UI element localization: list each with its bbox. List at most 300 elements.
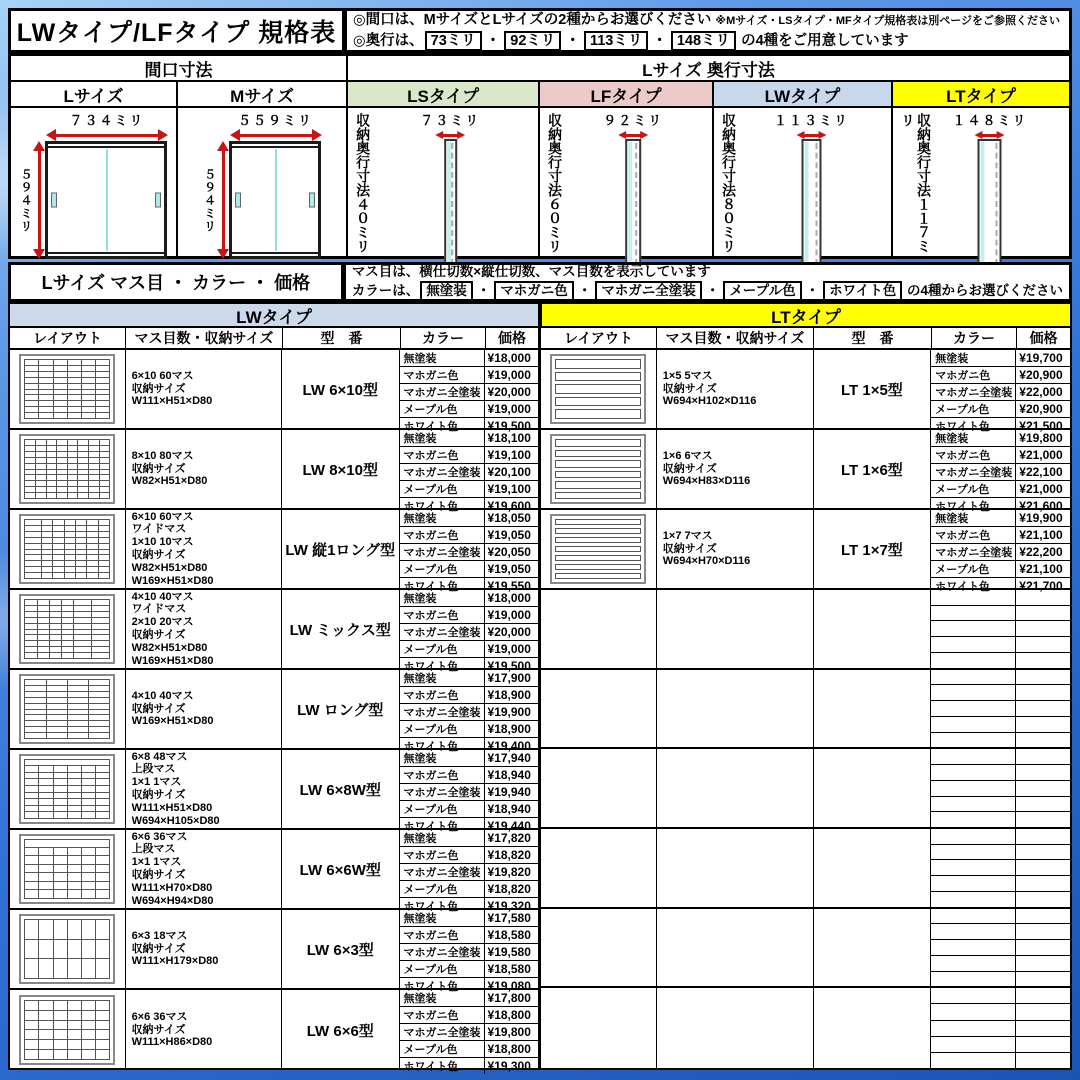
spec-cell bbox=[126, 750, 282, 828]
layout-thumbnail bbox=[550, 514, 646, 584]
storage-depth-vertical-label: 収納奥行寸法６０ミリ bbox=[547, 113, 563, 253]
spec-line: 4×10 40マス bbox=[131, 590, 194, 603]
price-section-band bbox=[8, 262, 1072, 302]
model-number: LW 6×8W型 bbox=[299, 781, 381, 799]
color-price-row bbox=[931, 366, 1070, 383]
color-price-subtable bbox=[400, 670, 538, 753]
layout-cell bbox=[10, 990, 126, 1070]
color-price-row bbox=[931, 732, 1070, 748]
storage-depth-vertical-label: 収納奥行寸法１１７ミリ bbox=[899, 113, 932, 253]
price-cell: ¥19,900 bbox=[487, 705, 531, 719]
column-header: カラー bbox=[401, 328, 486, 348]
price-cell: ¥17,900 bbox=[487, 671, 531, 685]
column-header: 型 番 bbox=[814, 328, 932, 348]
spec-line: 収納サイズ bbox=[662, 462, 717, 475]
color-note-suffix: の4種からお選びください bbox=[906, 283, 1063, 298]
color-price-row bbox=[931, 909, 1070, 924]
color-cell: マホガニ色 bbox=[931, 527, 1016, 543]
color-cell: ホワイト色 bbox=[931, 418, 1016, 434]
color-price-row bbox=[400, 703, 538, 720]
depth-diagram-cell bbox=[348, 108, 540, 259]
color-price-row bbox=[400, 1023, 538, 1040]
price-cell: ¥18,000 bbox=[487, 591, 531, 605]
color-cell: メープル色 bbox=[400, 961, 485, 977]
option-box: 113ミリ bbox=[584, 31, 648, 51]
color-price-row bbox=[931, 670, 1070, 685]
price-cell bbox=[1016, 956, 1070, 971]
lt-table-row bbox=[541, 430, 1070, 513]
model-cell bbox=[282, 990, 400, 1070]
price-cell: ¥19,050 bbox=[487, 562, 531, 576]
lw-table-row bbox=[10, 590, 538, 673]
model-number: LW ミックス型 bbox=[289, 621, 391, 639]
ls-type-header: LSタイプ bbox=[348, 82, 540, 108]
layout-thumbnail bbox=[19, 514, 115, 584]
price-cell: ¥18,580 bbox=[487, 928, 531, 942]
color-cell bbox=[931, 892, 1016, 907]
price-cell: ¥20,900 bbox=[1019, 368, 1063, 382]
price-cell bbox=[1016, 765, 1070, 780]
price-cell: ¥18,580 bbox=[487, 962, 531, 976]
color-cell: マホガニ全塗装 bbox=[400, 464, 485, 480]
color-cell: メープル色 bbox=[400, 721, 485, 737]
color-cell: マホガニ色 bbox=[931, 447, 1016, 463]
model-cell bbox=[282, 350, 400, 428]
color-price-row bbox=[931, 988, 1070, 1003]
price-cell bbox=[1016, 670, 1070, 685]
spec-line: 6×6 36マス bbox=[131, 830, 188, 843]
spec-line: W82×H51×D80 bbox=[131, 641, 208, 654]
price-cell bbox=[1016, 733, 1070, 748]
depth-section-header: Lサイズ 奥行寸法 bbox=[348, 56, 1069, 82]
layout-cell bbox=[541, 670, 657, 748]
height-dimension-label: ５９４ミリ bbox=[202, 167, 217, 233]
price-cell bbox=[1016, 876, 1070, 891]
depth-arrow bbox=[975, 129, 1005, 138]
depth-dimension-label: １１３ミリ bbox=[773, 113, 849, 128]
price-cell: ¥21,500 bbox=[1019, 419, 1063, 433]
slim-panel-drawing bbox=[625, 139, 641, 269]
spec-line: 収納サイズ bbox=[131, 869, 186, 881]
model-cell bbox=[282, 590, 400, 668]
price-cell: ¥21,700 bbox=[1019, 579, 1063, 593]
color-cell: メープル色 bbox=[400, 1041, 485, 1057]
color-price-subtable bbox=[400, 510, 538, 593]
color-cell: マホガニ全塗装 bbox=[931, 544, 1016, 560]
color-cell bbox=[931, 701, 1016, 716]
color-cell bbox=[931, 717, 1016, 732]
layout-cell bbox=[541, 590, 657, 668]
color-price-row bbox=[400, 926, 538, 943]
column-header: レイアウト bbox=[10, 328, 126, 348]
color-cell: マホガニ全塗装 bbox=[400, 944, 485, 960]
price-cell bbox=[1016, 717, 1070, 732]
spec-cell bbox=[657, 670, 814, 748]
spec-line: 収納サイズ bbox=[131, 462, 186, 475]
model-number: LT 1×7型 bbox=[840, 541, 903, 559]
spec-line: W82×H51×D80 bbox=[131, 561, 208, 574]
price-cell: ¥19,900 bbox=[1019, 511, 1063, 525]
color-cell: マホガニ色 bbox=[400, 847, 485, 863]
lf-type-header: LFタイプ bbox=[540, 82, 714, 108]
color-price-row bbox=[400, 446, 538, 463]
color-price-row bbox=[400, 720, 538, 737]
price-table bbox=[8, 328, 1072, 1073]
color-price-row bbox=[931, 923, 1070, 939]
color-price-row bbox=[931, 955, 1070, 971]
price-cell: ¥21,000 bbox=[1019, 482, 1063, 496]
depth-diagram-cell bbox=[540, 108, 714, 259]
color-price-row bbox=[931, 764, 1070, 780]
color-price-row bbox=[400, 560, 538, 577]
color-cell: ホワイト色 bbox=[400, 578, 485, 594]
color-price-row bbox=[400, 990, 538, 1006]
color-cell bbox=[931, 909, 1016, 924]
option-box: 148ミリ bbox=[671, 31, 736, 51]
spec-cell bbox=[126, 590, 282, 668]
lt-type-band: LTタイプ bbox=[540, 302, 1072, 328]
price-cell: ¥19,600 bbox=[487, 499, 531, 513]
note2-prefix: ◎奥行は、 bbox=[353, 32, 424, 49]
spec-line: 上段マス bbox=[131, 843, 176, 856]
color-price-subtable bbox=[400, 830, 538, 913]
color-price-subtable bbox=[400, 590, 538, 673]
spec-line: 1×5 5マス bbox=[662, 369, 713, 382]
spec-line: 6×10 60マス bbox=[131, 369, 194, 382]
spec-line: 収納サイズ bbox=[662, 542, 717, 555]
model-cell bbox=[282, 750, 400, 828]
price-cell: ¥18,100 bbox=[487, 431, 531, 445]
lt-table-row bbox=[541, 749, 1070, 829]
price-cell bbox=[1016, 924, 1070, 939]
lw-type-header: LWタイプ bbox=[714, 82, 893, 108]
model-number: LT 1×6型 bbox=[840, 461, 903, 479]
spec-line: W694×H83×D116 bbox=[662, 475, 751, 488]
layout-cell bbox=[541, 510, 657, 588]
layout-cell bbox=[10, 430, 126, 508]
color-cell bbox=[931, 621, 1016, 636]
price-cell: ¥21,000 bbox=[1019, 448, 1063, 462]
price-cell: ¥18,820 bbox=[487, 882, 531, 896]
price-cell bbox=[1016, 909, 1070, 924]
spec-cell bbox=[657, 430, 814, 508]
color-price-subtable bbox=[931, 430, 1070, 513]
price-cell: ¥19,000 bbox=[487, 608, 531, 622]
price-cell bbox=[1016, 988, 1070, 1003]
color-cell: 無塗装 bbox=[400, 910, 485, 926]
lt-type-header: LTタイプ bbox=[893, 82, 1069, 108]
price-cell bbox=[1016, 1021, 1070, 1036]
model-cell bbox=[282, 670, 400, 748]
color-cell bbox=[931, 924, 1016, 939]
color-cell: ホワイト色 bbox=[400, 1058, 485, 1074]
color-cell bbox=[931, 940, 1016, 955]
price-cell bbox=[1016, 637, 1070, 652]
color-price-subtable bbox=[400, 430, 538, 513]
sheet-title: LWタイプ/LFタイプ 規格表 bbox=[16, 18, 337, 47]
color-cell bbox=[931, 1037, 1016, 1052]
price-cell: ¥19,550 bbox=[487, 579, 531, 593]
cabinet-diagram-cell bbox=[11, 108, 178, 259]
lw-type-band: LWタイプ bbox=[8, 302, 540, 328]
spec-cell bbox=[657, 829, 814, 907]
price-cell: ¥20,050 bbox=[487, 545, 531, 559]
model-cell bbox=[814, 350, 932, 428]
price-cell bbox=[1016, 1053, 1070, 1068]
color-cell: 無塗装 bbox=[931, 430, 1016, 446]
layout-thumbnail bbox=[550, 434, 646, 504]
model-cell bbox=[814, 829, 932, 907]
color-cell bbox=[931, 765, 1016, 780]
color-price-row bbox=[400, 800, 538, 817]
model-cell bbox=[282, 430, 400, 508]
layout-cell bbox=[10, 910, 126, 988]
price-cell: ¥19,300 bbox=[487, 1059, 531, 1073]
price-cell: ¥19,820 bbox=[487, 865, 531, 879]
color-cell: マホガニ色 bbox=[400, 367, 485, 383]
column-header: マス目数・収納サイズ bbox=[657, 328, 814, 348]
sheet-title-box bbox=[8, 8, 345, 53]
color-cell: マホガニ全塗装 bbox=[931, 384, 1016, 400]
color-price-subtable bbox=[400, 910, 538, 993]
type-band bbox=[8, 302, 1072, 328]
color-cell: 無塗装 bbox=[400, 430, 485, 446]
price-cell bbox=[1016, 812, 1070, 827]
price-cell: ¥18,940 bbox=[487, 768, 531, 782]
price-cell: ¥21,100 bbox=[1019, 528, 1063, 542]
color-cell: マホガニ全塗装 bbox=[400, 1024, 485, 1040]
price-cell: ¥20,100 bbox=[487, 465, 531, 479]
price-cell bbox=[1016, 685, 1070, 700]
color-cell bbox=[931, 797, 1016, 812]
color-price-row bbox=[400, 480, 538, 497]
spec-line: W169×H51×D80 bbox=[131, 574, 214, 587]
color-price-row bbox=[400, 400, 538, 417]
color-price-row bbox=[931, 939, 1070, 955]
price-cell: ¥18,940 bbox=[487, 802, 531, 816]
spec-line: 1×10 10マス bbox=[131, 536, 194, 549]
model-number: LW 6×10型 bbox=[302, 381, 378, 399]
model-cell bbox=[814, 988, 932, 1068]
price-cell bbox=[1016, 892, 1070, 907]
color-cell bbox=[931, 829, 1016, 844]
depth-diagram-cell bbox=[714, 108, 893, 259]
cabinet-diagram bbox=[19, 108, 168, 259]
note1-sub: ※Mサイズ・LSタイプ・MFタイプ規格表は別ページをご参照ください bbox=[715, 14, 1060, 27]
price-cell: ¥19,500 bbox=[487, 659, 531, 673]
color-cell: マホガニ全塗装 bbox=[400, 864, 485, 880]
price-cell: ¥22,100 bbox=[1019, 465, 1063, 479]
color-price-row bbox=[400, 463, 538, 480]
color-price-row bbox=[400, 383, 538, 400]
header-notes-box bbox=[345, 8, 1072, 53]
color-cell: 無塗装 bbox=[931, 510, 1016, 526]
layout-thumbnail bbox=[19, 354, 115, 424]
color-cell: ホワイト色 bbox=[400, 978, 485, 994]
model-number: LW 6×6型 bbox=[306, 1022, 374, 1040]
color-price-subtable bbox=[931, 590, 1070, 668]
color-price-row bbox=[931, 891, 1070, 907]
model-cell bbox=[282, 910, 400, 988]
price-cell: ¥18,800 bbox=[487, 1042, 531, 1056]
color-price-row bbox=[931, 526, 1070, 543]
color-cell bbox=[931, 653, 1016, 668]
color-price-row bbox=[400, 960, 538, 977]
color-price-row bbox=[400, 846, 538, 863]
spec-cell bbox=[657, 510, 814, 588]
price-cell: ¥18,050 bbox=[487, 511, 531, 525]
lt-table-row bbox=[541, 350, 1070, 433]
color-cell bbox=[931, 637, 1016, 652]
color-cell: メープル色 bbox=[400, 561, 485, 577]
color-note-prefix: カラーは、 bbox=[351, 283, 420, 298]
layout-cell bbox=[10, 750, 126, 828]
color-cell: マホガニ全塗装 bbox=[400, 784, 485, 800]
spec-line: ワイドマス bbox=[131, 603, 187, 616]
height-arrow bbox=[33, 141, 45, 259]
color-cell bbox=[931, 606, 1016, 621]
layout-thumbnail bbox=[19, 834, 115, 904]
spec-cell bbox=[126, 670, 282, 748]
model-number: LW 6×6W型 bbox=[299, 861, 381, 879]
option-box: 73ミリ bbox=[425, 31, 482, 51]
spec-line: 収納サイズ bbox=[131, 942, 186, 955]
layout-cell bbox=[541, 829, 657, 907]
model-cell bbox=[814, 909, 932, 987]
model-number: LW 8×10型 bbox=[302, 461, 378, 479]
spec-line: 1×1 1マス bbox=[131, 776, 182, 789]
color-price-row bbox=[400, 750, 538, 766]
color-price-row bbox=[931, 1003, 1070, 1019]
spec-cell bbox=[657, 350, 814, 428]
layout-cell bbox=[10, 350, 126, 428]
price-cell: ¥19,800 bbox=[487, 1025, 531, 1039]
column-header: 価格 bbox=[1029, 330, 1058, 346]
price-cell: ¥19,000 bbox=[487, 402, 531, 416]
note2-suffix: の4種をご用意しています bbox=[741, 32, 909, 49]
cabinet-drawing bbox=[229, 141, 321, 259]
price-cell: ¥18,800 bbox=[487, 1008, 531, 1022]
color-price-row bbox=[931, 620, 1070, 636]
m-size-header: Mサイズ bbox=[178, 82, 348, 108]
layout-thumbnail bbox=[19, 674, 115, 744]
color-price-row bbox=[931, 829, 1070, 844]
color-price-row bbox=[400, 783, 538, 800]
color-price-subtable bbox=[400, 990, 538, 1073]
color-cell bbox=[931, 685, 1016, 700]
spec-line: 6×3 18マス bbox=[131, 929, 188, 942]
lt-table-row bbox=[541, 909, 1070, 989]
model-cell bbox=[814, 670, 932, 748]
color-cell: メープル色 bbox=[400, 641, 485, 657]
column-header: 価格 bbox=[498, 330, 526, 346]
lw-table-row bbox=[10, 990, 538, 1073]
spec-line: 上段マス bbox=[131, 763, 176, 776]
layout-thumbnail bbox=[19, 434, 115, 504]
color-price-subtable bbox=[931, 670, 1070, 748]
color-price-row bbox=[931, 560, 1070, 577]
color-price-row bbox=[400, 510, 538, 526]
depth-dimension-label: ９２ミリ bbox=[603, 113, 664, 128]
depth-arrow bbox=[435, 129, 465, 138]
price-cell bbox=[1016, 797, 1070, 812]
spec-line: 収納サイズ bbox=[131, 629, 186, 641]
color-price-row bbox=[400, 623, 538, 640]
color-price-row bbox=[400, 606, 538, 623]
color-cell bbox=[931, 1021, 1016, 1036]
spec-line: W169×H51×D80 bbox=[131, 654, 214, 667]
depth-diagram-cell bbox=[893, 108, 1069, 259]
spec-line: 収納サイズ bbox=[131, 382, 186, 395]
color-cell: マホガニ全塗装 bbox=[400, 704, 485, 720]
price-cell bbox=[1016, 701, 1070, 716]
color-price-row bbox=[931, 749, 1070, 764]
model-cell bbox=[814, 430, 932, 508]
spec-line: W111×H70×D80 bbox=[131, 881, 213, 894]
spec-line: W111×H179×D80 bbox=[131, 955, 219, 968]
price-cell: ¥18,900 bbox=[487, 722, 531, 736]
color-price-row bbox=[400, 350, 538, 366]
color-cell: マホガニ全塗装 bbox=[931, 464, 1016, 480]
spec-line: W111×H51×D80 bbox=[131, 395, 213, 408]
cabinet-drawing bbox=[45, 141, 167, 259]
spec-line: W82×H51×D80 bbox=[131, 475, 208, 488]
color-price-row bbox=[400, 366, 538, 383]
price-cell bbox=[1016, 653, 1070, 668]
spec-cell bbox=[126, 990, 282, 1070]
price-cell: ¥19,700 bbox=[1019, 351, 1063, 365]
price-cell: ¥21,600 bbox=[1019, 499, 1063, 513]
spec-line: ワイドマス bbox=[131, 523, 187, 536]
color-price-row bbox=[931, 844, 1070, 860]
color-price-row bbox=[400, 670, 538, 686]
layout-cell bbox=[541, 749, 657, 827]
color-price-subtable bbox=[931, 749, 1070, 827]
price-cell: ¥19,320 bbox=[487, 899, 531, 913]
spec-cell bbox=[126, 350, 282, 428]
price-cell: ¥17,580 bbox=[487, 911, 531, 925]
color-price-row bbox=[400, 590, 538, 606]
color-price-row bbox=[931, 859, 1070, 875]
lw-table-row bbox=[10, 510, 538, 593]
color-cell: ホワイト色 bbox=[400, 658, 485, 674]
color-price-row bbox=[931, 590, 1070, 605]
color-cell: マホガニ色 bbox=[400, 607, 485, 623]
column-header: カラー bbox=[932, 328, 1017, 348]
model-cell bbox=[814, 510, 932, 588]
color-cell: マホガニ色 bbox=[400, 767, 485, 783]
color-price-row bbox=[931, 446, 1070, 463]
spec-cell bbox=[657, 590, 814, 668]
color-price-row bbox=[931, 716, 1070, 732]
lt-table-row bbox=[541, 670, 1070, 750]
spec-line: W111×H86×D80 bbox=[131, 1036, 213, 1049]
color-price-row bbox=[931, 652, 1070, 668]
model-cell bbox=[814, 749, 932, 827]
color-cell bbox=[931, 733, 1016, 748]
option-box: 92ミリ bbox=[504, 31, 561, 51]
layout-cell bbox=[10, 590, 126, 668]
color-price-row bbox=[400, 830, 538, 846]
option-box: メープル色 bbox=[723, 281, 801, 301]
layout-thumbnail bbox=[19, 995, 115, 1065]
color-cell: メープル色 bbox=[931, 561, 1016, 577]
price-cell: ¥17,800 bbox=[487, 991, 531, 1005]
model-number: LT 1×5型 bbox=[840, 381, 903, 399]
color-price-row bbox=[931, 780, 1070, 796]
height-dimension-label: ５９４ミリ bbox=[19, 167, 34, 233]
color-cell bbox=[931, 1004, 1016, 1019]
